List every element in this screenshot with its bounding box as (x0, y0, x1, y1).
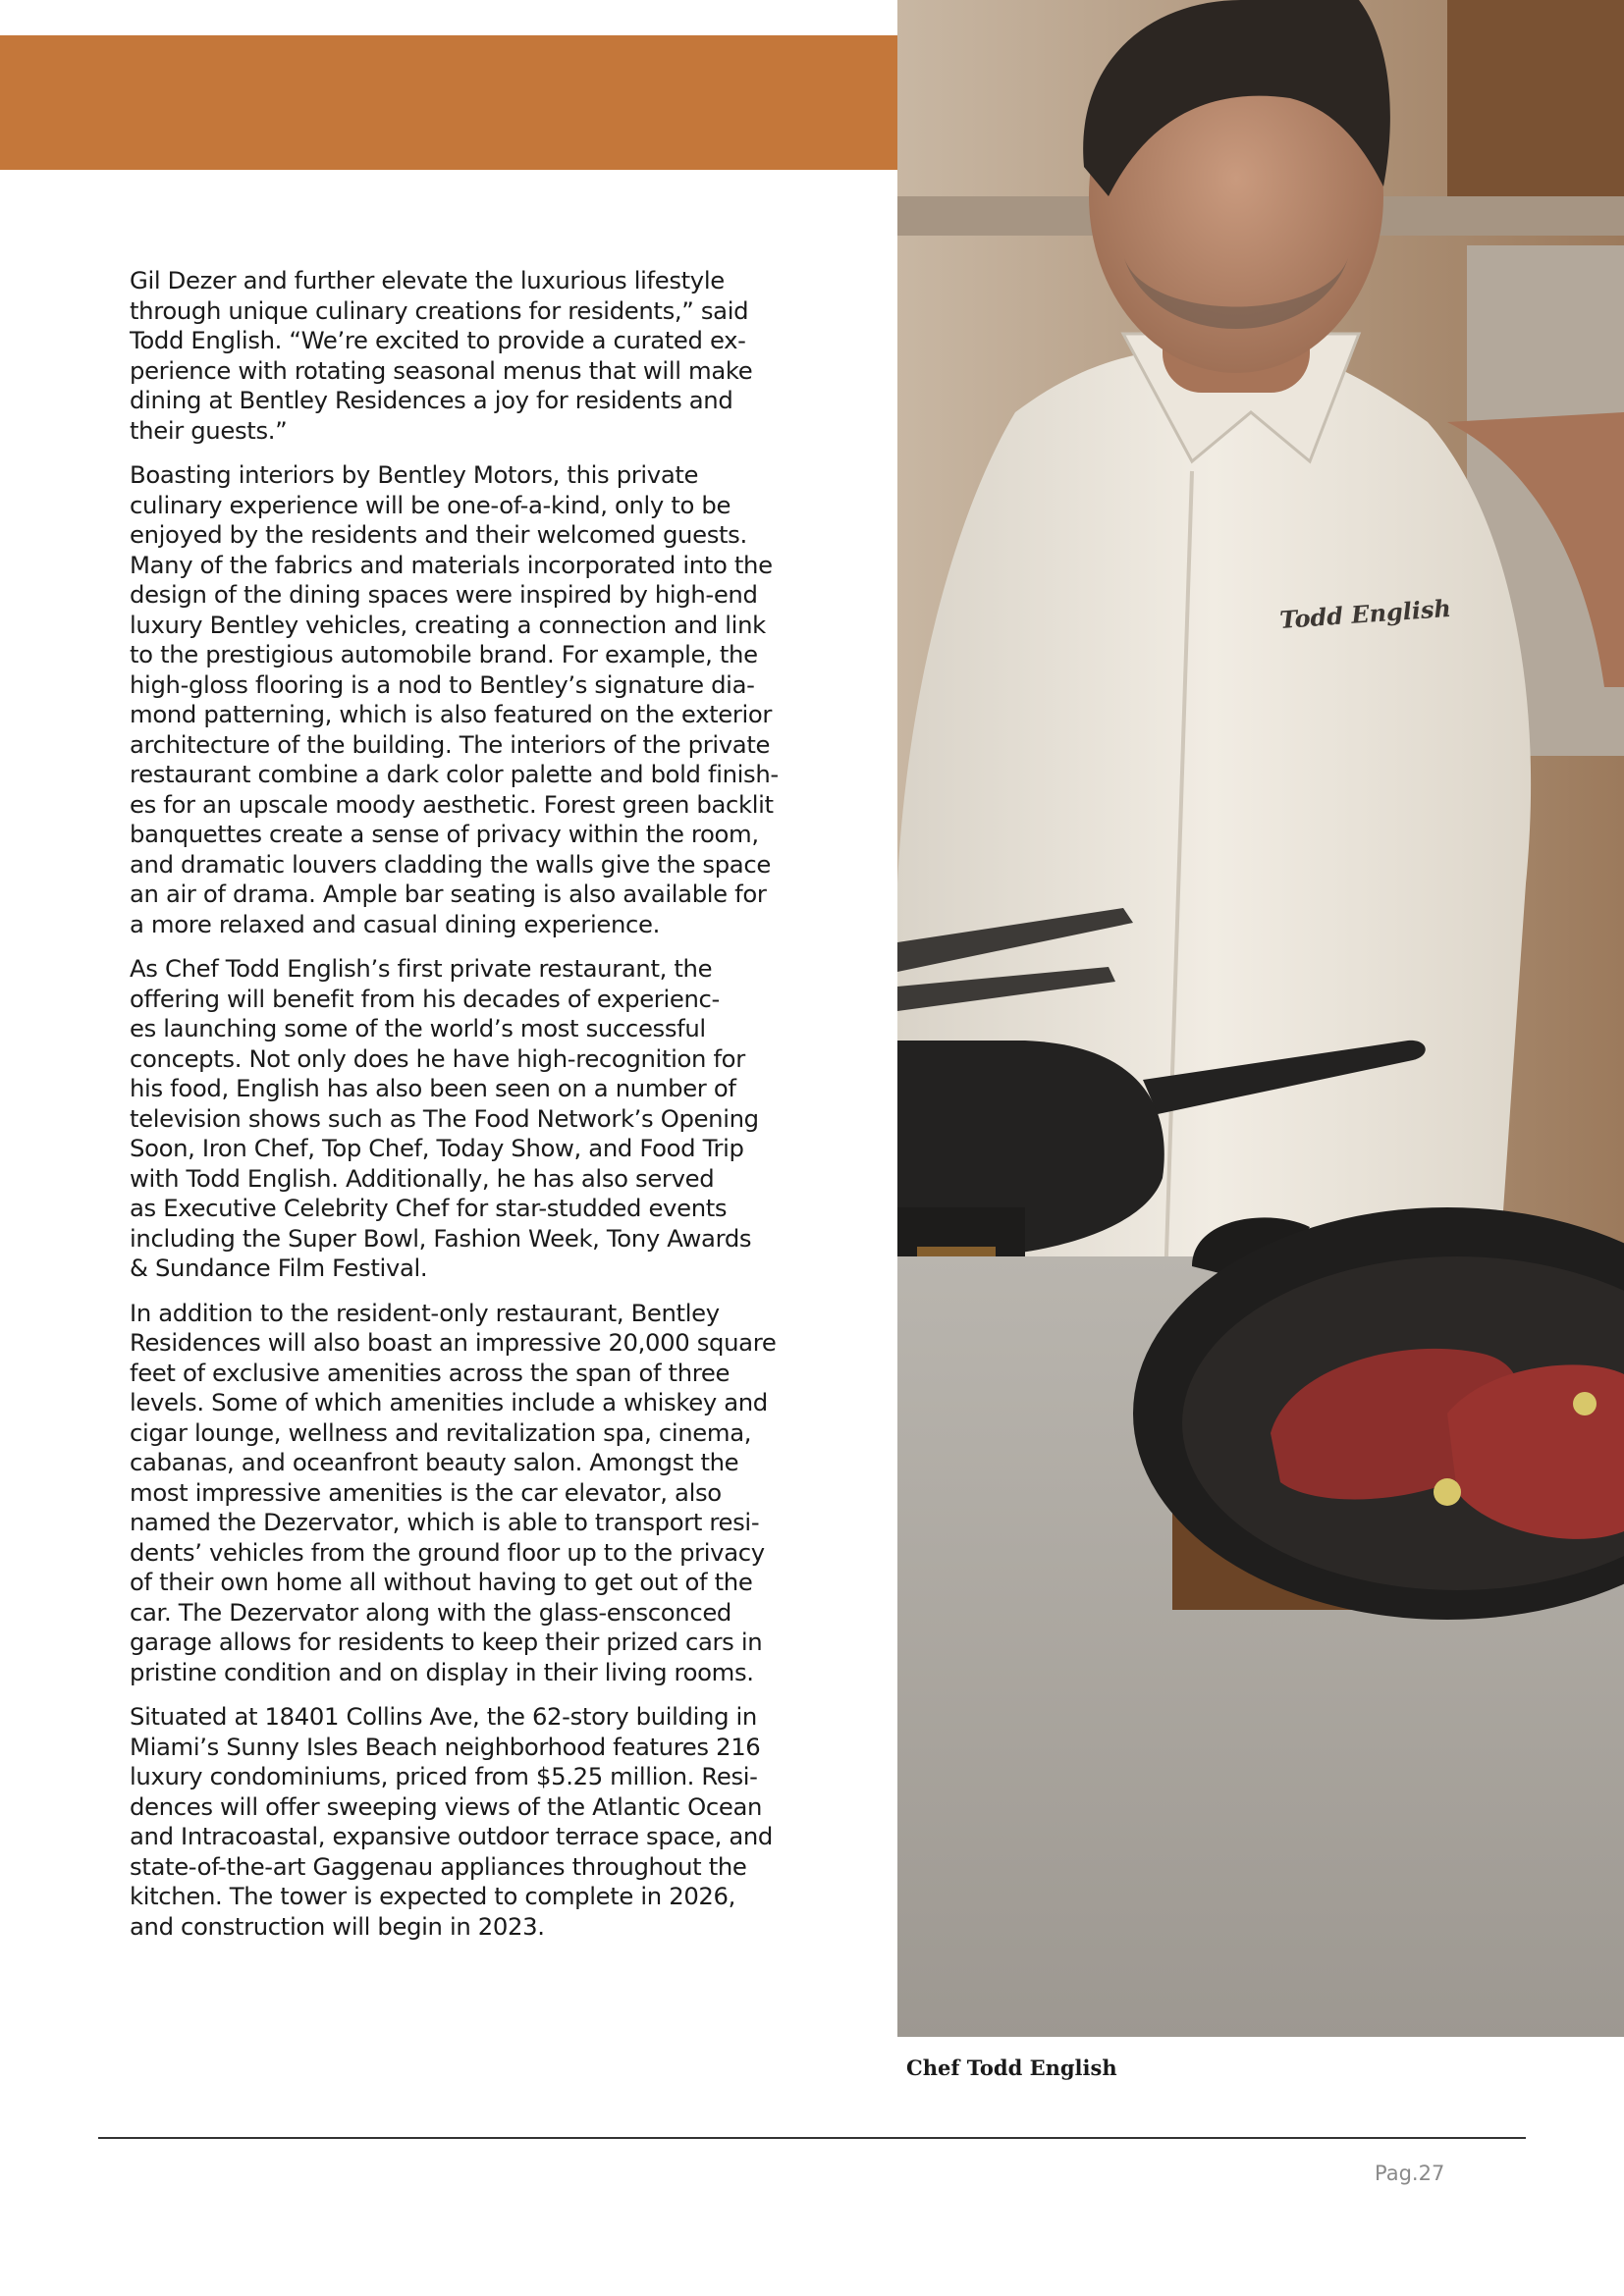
text-line: architecture of the building. The interiors of the private (130, 729, 771, 759)
text-line: perience with rotating seasonal menus that will make (130, 355, 753, 385)
article-paragraph (130, 1299, 817, 1688)
text-line: with Todd English. Additionally, he has also served (130, 1163, 715, 1193)
footer-divider (98, 2137, 1526, 2139)
text-line: es launching some of the world’s most successful (130, 1014, 706, 1042)
text-line: culinary experience will be one-of-a-kind, only to be (130, 490, 731, 519)
text-line: Soon, Iron Chef, Top Chef, Today Show, and Food Trip (130, 1134, 744, 1162)
text-line: dents’ vehicles from the ground floor up to the privacy (130, 1537, 765, 1567)
text-line: pristine condition and on display in their living rooms. (130, 1657, 754, 1686)
article-paragraph (130, 1702, 817, 1942)
background-cabinet (1447, 0, 1624, 226)
page-number: Pag.27 (1375, 2162, 1445, 2185)
article-paragraph (130, 266, 817, 446)
text-line: luxury Bentley vehicles, creating a connection and link (130, 610, 766, 639)
text-line: Gil Dezer and further elevate the luxurious lifestyle (130, 266, 725, 294)
text-line: through unique culinary creations for residents,” said (130, 295, 749, 325)
text-line: es for an upscale moody aesthetic. Forest green backlit (130, 789, 774, 819)
chef-photo (897, 0, 1624, 2037)
text-line: garage allows for residents to keep their prized cars in (130, 1628, 763, 1656)
text-line: In addition to the resident-only restaurant, Bentley (130, 1298, 720, 1327)
text-line: most impressive amenities is the car elevator, also (130, 1477, 722, 1507)
photo-caption: Chef Todd English (906, 2056, 1117, 2080)
text-line: feet of exclusive amenities across the span of three (130, 1358, 731, 1387)
text-line: design of the dining spaces were inspired by high-end (130, 580, 758, 609)
text-line: and Intracoastal, expansive outdoor terrace space, and (130, 1822, 773, 1850)
jacket-embroidery: Todd English (1278, 593, 1452, 634)
text-line: Residences will also boast an impressive 20,000 square (130, 1328, 777, 1357)
text-line: As Chef Todd English’s first private restaurant, the (130, 954, 713, 983)
text-line: named the Dezervator, which is able to transport resi- (130, 1508, 760, 1536)
text-line: & Sundance Film Festival. (130, 1254, 428, 1282)
garlic-clove (1573, 1392, 1597, 1415)
text-line: a more relaxed and casual dining experience. (130, 909, 660, 938)
text-line: kitchen. The tower is expected to complete in 2026, (130, 1882, 736, 1910)
article-paragraph (130, 954, 817, 1284)
text-line: Many of the fabrics and materials incorporated into the (130, 550, 773, 579)
article-paragraph (130, 460, 817, 939)
text-line: as Executive Celebrity Chef for star-studded events (130, 1194, 728, 1222)
text-line: television shows such as The Food Network’s Opening (130, 1103, 759, 1133)
text-line: high-gloss flooring is a nod to Bentley’s signature dia- (130, 669, 755, 699)
text-line: Todd English. “We’re excited to provide a curated ex- (130, 326, 746, 354)
text-line: an air of drama. Ample bar seating is also available for (130, 880, 767, 908)
text-line: car. The Dezervator along with the glass-ensconced (130, 1597, 732, 1627)
text-line: his food, English has also been seen on a number of (130, 1074, 736, 1102)
text-line: and construction will begin in 2023. (130, 1911, 545, 1941)
chef-photo-illustration (897, 0, 1624, 2037)
text-line: their guests.” (130, 415, 288, 445)
text-line: cigar lounge, wellness and revitalization spa, cinema, (130, 1417, 752, 1447)
text-line: restaurant combine a dark color palette and bold finish- (130, 760, 779, 788)
text-line: of their own home all without having to get out of the (130, 1568, 753, 1596)
text-line: levels. Some of which amenities include a whiskey and (130, 1388, 768, 1416)
text-line: banquettes create a sense of privacy within the room, (130, 820, 759, 848)
garlic-clove (1434, 1478, 1461, 1506)
text-line: Miami’s Sunny Isles Beach neighborhood features 216 (130, 1732, 761, 1761)
text-line: mond patterning, which is also featured on the exterior (130, 700, 773, 728)
text-line: Boasting interiors by Bentley Motors, this private (130, 460, 699, 489)
text-line: cabanas, and oceanfront beauty salon. Amongst the (130, 1448, 739, 1476)
text-line: dences will offer sweeping views of the Atlantic Ocean (130, 1791, 763, 1821)
text-line: state-of-the-art Gaggenau appliances throughout the (130, 1851, 747, 1881)
article-body (130, 266, 817, 1956)
text-line: dining at Bentley Residences a joy for residents and (130, 386, 733, 414)
text-line: enjoyed by the residents and their welcomed guests. (130, 520, 747, 549)
text-line: Situated at 18401 Collins Ave, the 62-story building in (130, 1702, 757, 1731)
text-line: including the Super Bowl, Fashion Week, Tony Awards (130, 1223, 752, 1253)
text-line: concepts. Not only does he have high-recognition for (130, 1043, 745, 1073)
header-accent-bar (0, 35, 897, 170)
text-line: luxury condominiums, priced from $5.25 million. Resi- (130, 1762, 758, 1790)
text-line: and dramatic louvers cladding the walls give the space (130, 849, 771, 879)
text-line: offering will benefit from his decades of experienc- (130, 984, 720, 1013)
text-line: to the prestigious automobile brand. For example, the (130, 640, 758, 668)
